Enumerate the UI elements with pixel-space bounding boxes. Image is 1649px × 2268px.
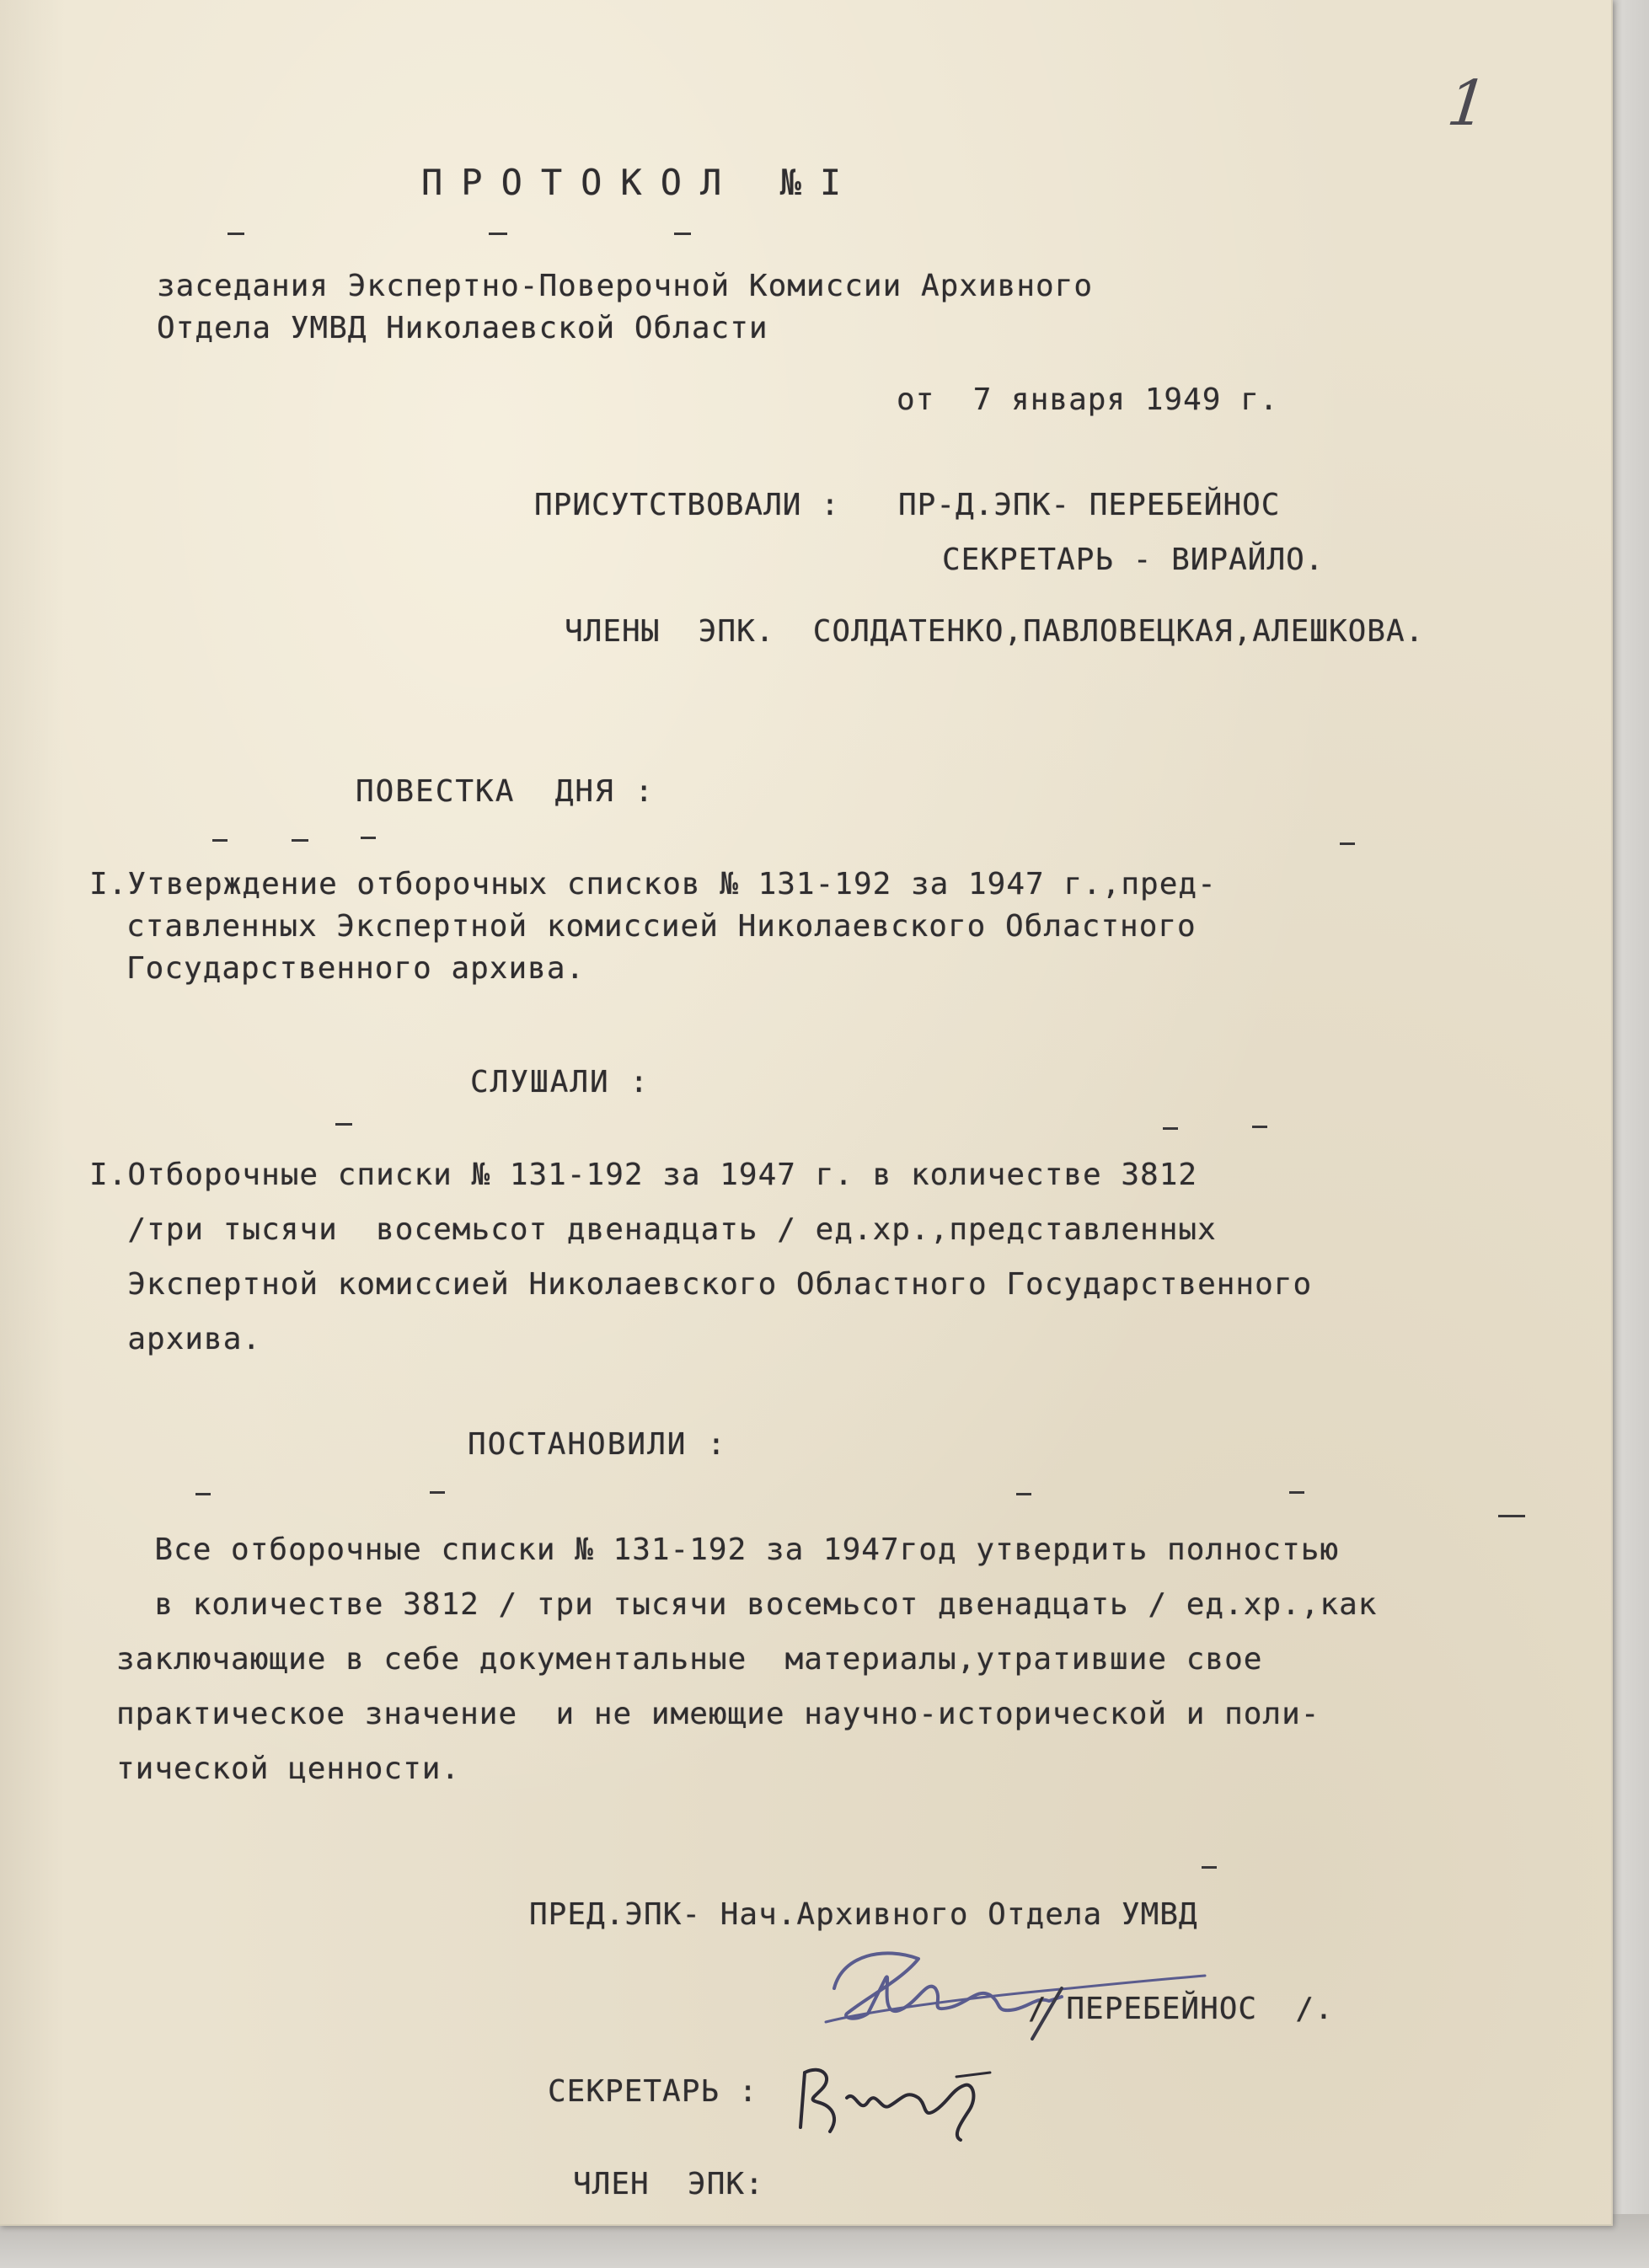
page-number: 1 [1443, 67, 1491, 140]
heard-line-1: I.Отборочные списки № 131-192 за 1947 г. в количестве 3812 [89, 1158, 1198, 1192]
typewriter-mark [292, 839, 308, 842]
agenda-heading: ПОВЕСТКА ДНЯ : [356, 774, 656, 809]
resolved-line-1: Все отборочные списки № 131-192 за 1947год утвердить полностью [116, 1533, 1340, 1567]
agenda-line-3: Государственного архива. [126, 951, 586, 986]
secretary-label: СЕКРЕТАРЬ : [548, 2074, 758, 2109]
document-title: ПРОТОКОЛ №I [421, 162, 860, 203]
typewriter-mark [1340, 842, 1355, 845]
attendees-label: ПРИСУТСТВОВАЛИ : [534, 488, 840, 522]
typewriter-mark [195, 1493, 211, 1495]
resolved-heading: ПОСТАНОВИЛИ : [468, 1427, 727, 1462]
resolved-line-5: тической ценности. [116, 1752, 461, 1786]
heard-line-3: Экспертной комиссией Николаевского Областного Государственного [89, 1267, 1313, 1302]
heard-heading: СЛУШАЛИ : [470, 1065, 650, 1099]
chair-title: ПРЕД.ЭПК- Нач.Архивного Отдела УМВД [529, 1897, 1198, 1932]
resolved-line-2: в количестве 3812 / три тысячи восемьсот двенадцать / ед.хр.,как [116, 1587, 1378, 1622]
attendee-secretary: СЕКРЕТАРЬ - ВИРАЙЛО. [942, 543, 1325, 577]
typewriter-mark [674, 233, 691, 235]
typewriter-mark [335, 1123, 352, 1126]
typewriter-mark [1498, 1515, 1525, 1517]
heard-line-2: /три тысячи восемьсот двенадцать / ед.хр.,представленных [89, 1212, 1217, 1247]
document-date: от 7 января 1949 г. [897, 382, 1279, 417]
resolved-line-3: заключающие в себе документальные материалы,утратившие свое [116, 1642, 1263, 1677]
typewriter-mark [1202, 1866, 1217, 1869]
members-label: ЧЛЕН ЭПК: [573, 2167, 764, 2201]
typewriter-mark [1289, 1491, 1304, 1494]
typewriter-mark [361, 837, 376, 839]
attendee-chair: ПР-Д.ЭПК- ПЕРЕБЕЙНОС [898, 488, 1281, 522]
typewriter-mark [430, 1491, 445, 1494]
typewriter-mark [489, 233, 507, 235]
chair-name: / ПЕРЕБЕЙНОС /. [1028, 1992, 1334, 2026]
agenda-line-2: ставленных Экспертной комиссией Николаевского Областного [126, 909, 1197, 944]
attendee-members: ЧЛЕНЫ ЭПК. СОЛДАТЕНКО,ПАВЛОВЕЦКАЯ,АЛЕШКОВА. [565, 614, 1425, 649]
typewriter-mark [1252, 1126, 1267, 1128]
agenda-line-1: I.Утверждение отборочных списков № 131-192 за 1947 г.,пред- [89, 867, 1217, 901]
subtitle-line-2: Отдела УМВД Николаевской Области [157, 311, 768, 345]
secretary-signature [788, 2039, 1015, 2148]
resolved-line-4: практическое значение и не имеющие научно-исторической и поли- [116, 1697, 1320, 1731]
typewriter-mark [212, 839, 228, 842]
typewriter-mark [228, 233, 244, 235]
heard-line-4: архива. [89, 1322, 262, 1356]
typewriter-mark [1163, 1127, 1178, 1130]
subtitle-line-1: заседания Экспертно-Поверочной Комиссии Архивного [157, 269, 1094, 303]
typewriter-mark [1016, 1493, 1031, 1495]
